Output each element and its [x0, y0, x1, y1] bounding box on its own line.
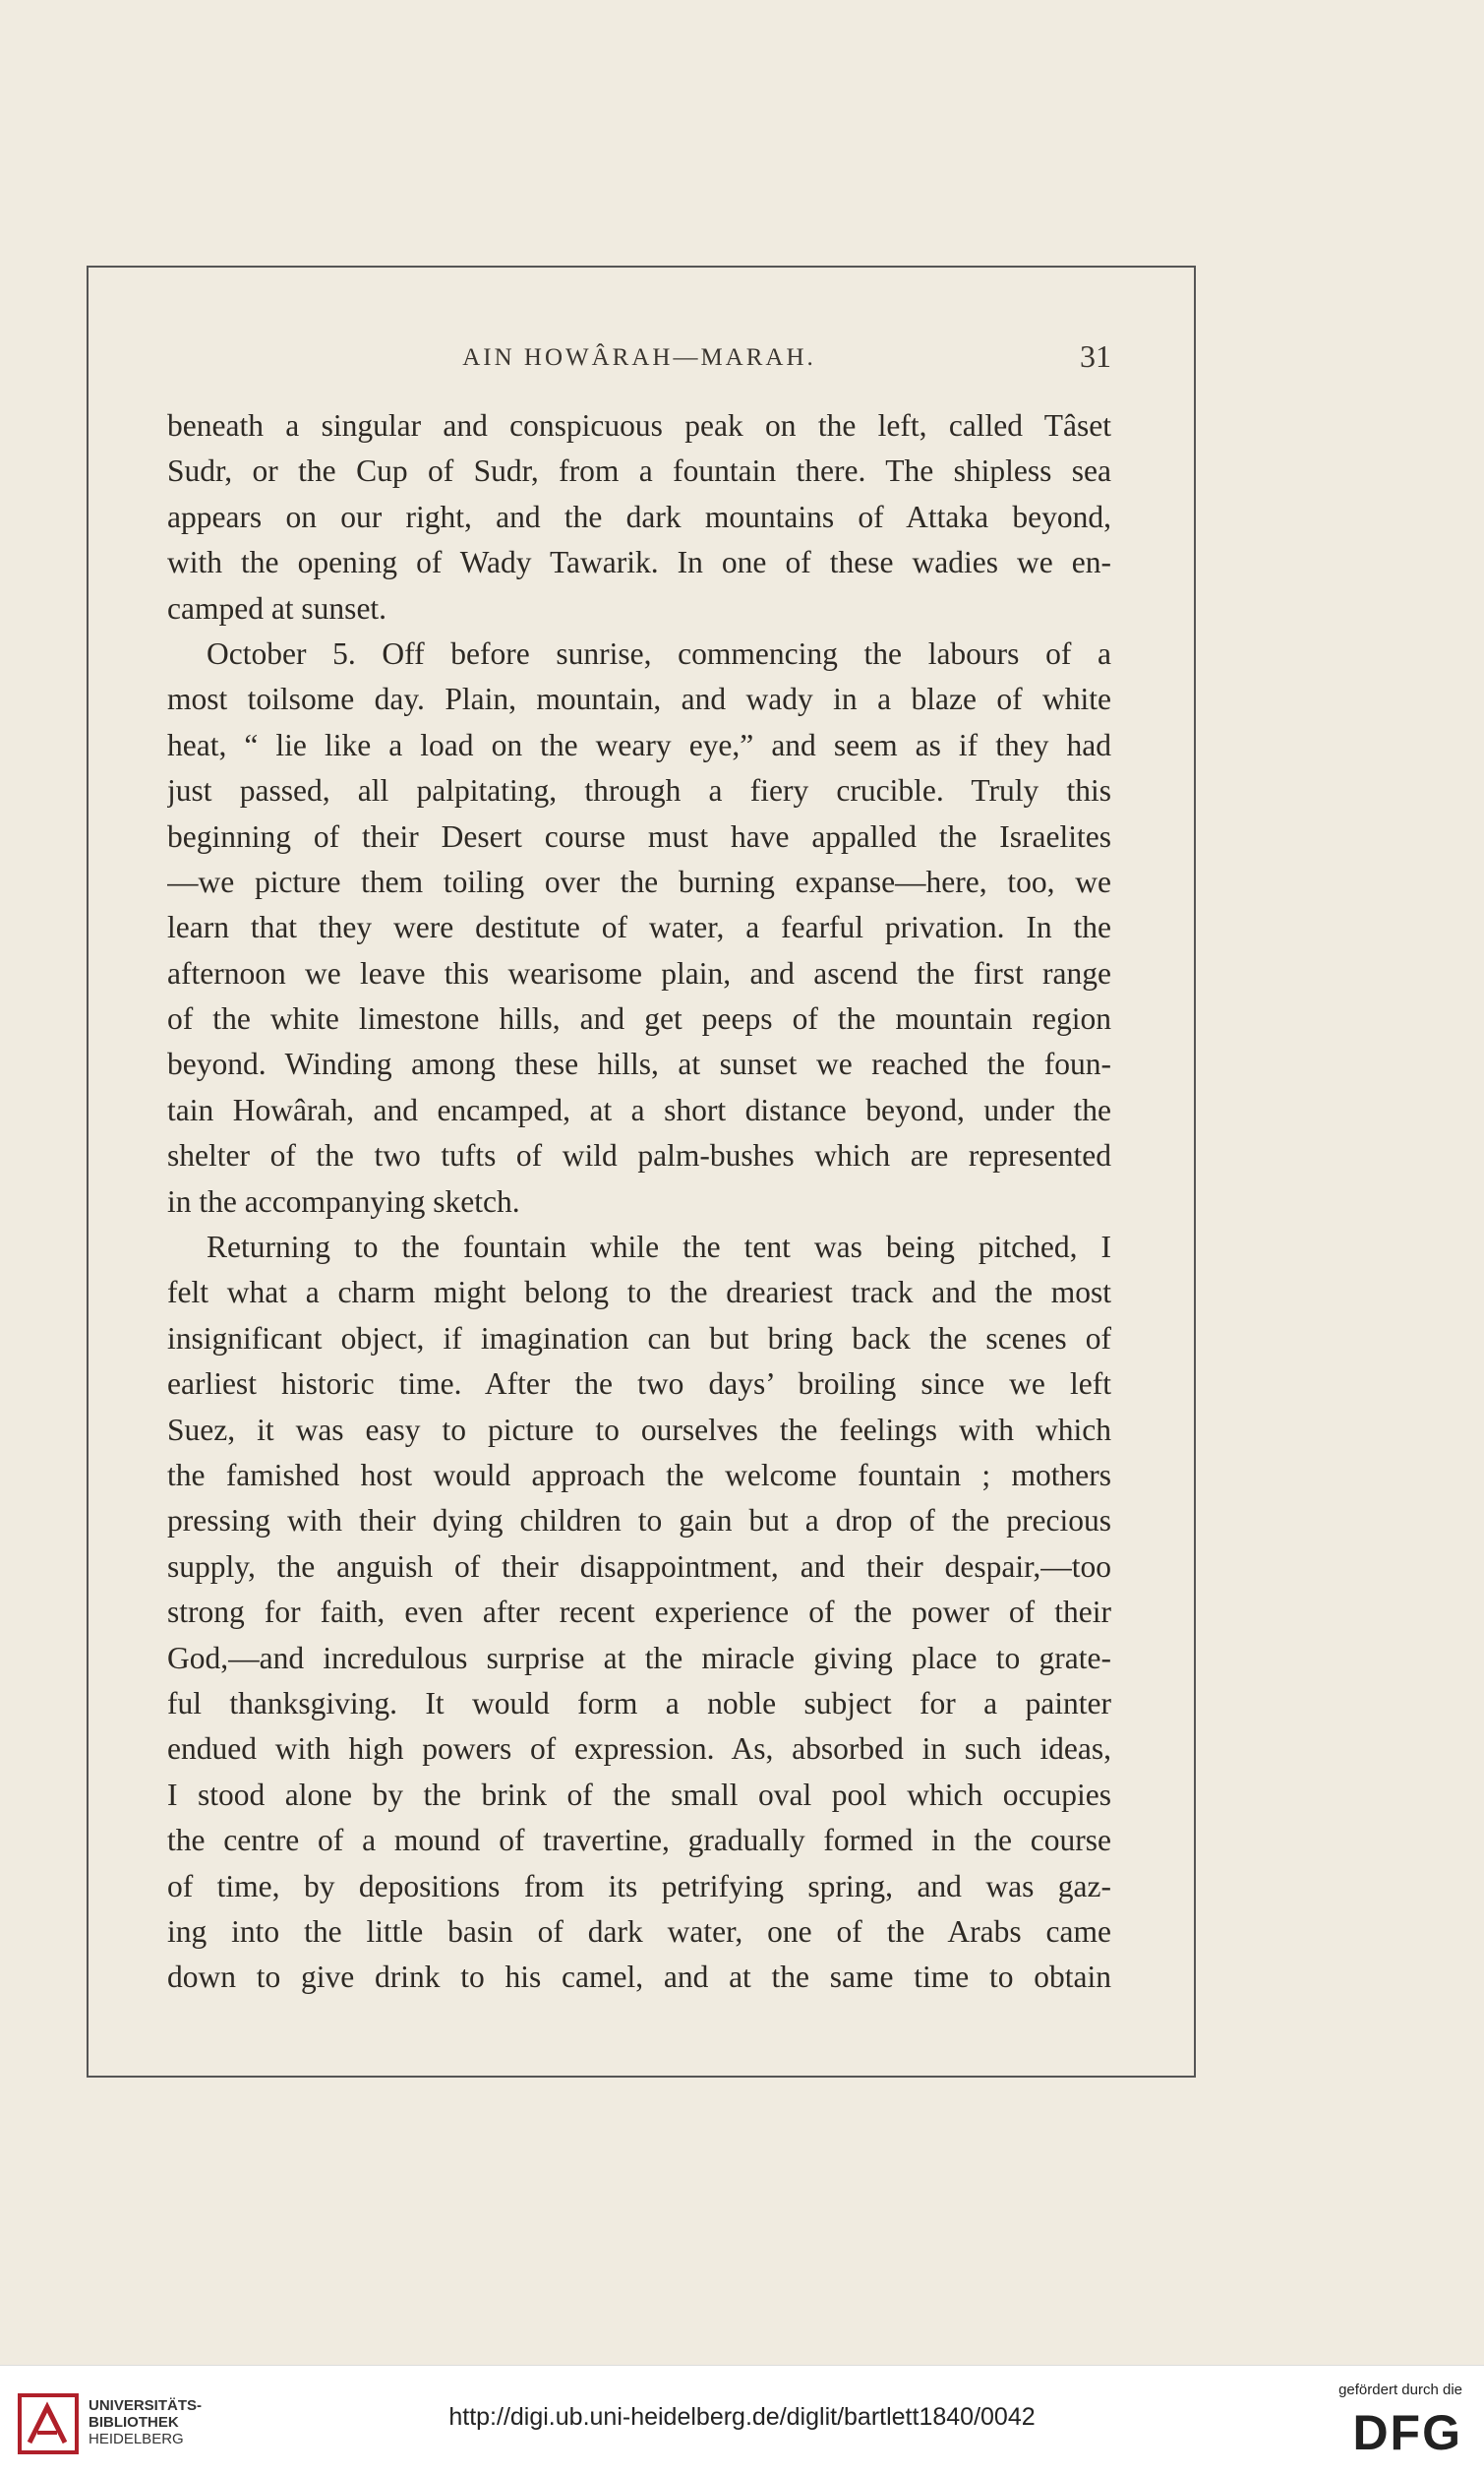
- institution-line-3: HEIDELBERG: [89, 2431, 184, 2447]
- text-line: beginning of their Desert course must have appalled the Israelites: [167, 818, 1111, 854]
- text-line: with the opening of Wady Tawarik. In one of these wadies we en-: [167, 545, 1111, 580]
- viewer-footer: [0, 2365, 1484, 2474]
- text-line: Sudr, or the Cup of Sudr, from a fountain there. The shipless sea: [167, 453, 1111, 489]
- permalink[interactable]: http://digi.ub.uni-heidelberg.de/diglit/bartlett1840/0042: [448, 2403, 1036, 2431]
- text-line: heat, “ lie like a load on the weary eye,” and seem as if they had: [167, 727, 1111, 762]
- text-line: down to give drink to his camel, and at the same time to obtain: [167, 1960, 1111, 1995]
- text-line: afternoon we leave this wearisome plain, and ascend the first range: [167, 955, 1111, 991]
- text-line: strong for faith, even after recent experience of the power of their: [167, 1595, 1111, 1630]
- text-line: felt what a charm might belong to the dreariest track and the most: [167, 1275, 1111, 1310]
- text-line: endued with high powers of expression. As, absorbed in such ideas,: [167, 1731, 1111, 1767]
- text-line: God,—and incredulous surprise at the miracle giving place to grate-: [167, 1640, 1111, 1675]
- dfg-logo: DFG: [1352, 2405, 1462, 2460]
- institution-line-2: BIBLIOTHEK: [89, 2414, 179, 2431]
- text-line: beneath a singular and conspicuous peak on the left, called Tâset: [167, 408, 1111, 443]
- text-line: of time, by depositions from its petrifying spring, and was gaz-: [167, 1868, 1111, 1903]
- text-line: earliest historic time. After the two days’ broiling since we left: [167, 1366, 1111, 1402]
- institution-line-1: UNIVERSITÄTS-: [89, 2397, 203, 2414]
- text-line: October 5. Off before sunrise, commencing the labours of a: [207, 635, 1111, 671]
- text-line: most toilsome day. Plain, mountain, and wady in a blaze of white: [167, 682, 1111, 717]
- text-line: shelter of the two tufts of wild palm-bushes which are represented: [167, 1138, 1111, 1174]
- text-line: Returning to the fountain while the tent was being pitched, I: [207, 1230, 1111, 1265]
- text-line: pressing with their dying children to gain but a drop of the precious: [167, 1503, 1111, 1539]
- funder-label: gefördert durch die: [1338, 2382, 1462, 2398]
- text-line: ing into the little basin of dark water, one of the Arabs came: [167, 1913, 1111, 1949]
- text-line: just passed, all palpitating, through a fiery crucible. Truly this: [167, 773, 1111, 809]
- text-line: the centre of a mound of travertine, gradually formed in the course: [167, 1823, 1111, 1858]
- text-line: Suez, it was easy to picture to ourselves the feelings with which: [167, 1412, 1111, 1447]
- text-line: learn that they were destitute of water, a fearful privation. In the: [167, 910, 1111, 945]
- text-line: in the accompanying sketch.: [167, 1183, 520, 1219]
- text-line: insignificant object, if imagination can but bring back the scenes of: [167, 1320, 1111, 1356]
- funder-credit: [1338, 2382, 1462, 2461]
- text-line: —we picture them toiling over the burning expanse—here, too, we: [167, 864, 1111, 899]
- text-line: supply, the anguish of their disappointment, and their despair,—too: [167, 1548, 1111, 1584]
- page-number: 31: [1080, 338, 1111, 374]
- text-line: appears on our right, and the dark mountains of Attaka beyond,: [167, 499, 1111, 534]
- text-line: I stood alone by the brink of the small oval pool which occupies: [167, 1777, 1111, 1812]
- body-text: [167, 403, 1111, 2001]
- text-line: beyond. Winding among these hills, at sunset we reached the foun-: [167, 1047, 1111, 1082]
- text-line: camped at sunset.: [167, 590, 387, 626]
- running-title: AIN HOWÂRAH—MARAH.: [462, 344, 816, 371]
- text-line: the famished host would approach the welcome fountain ; mothers: [167, 1457, 1111, 1492]
- text-line: tain Howârah, and encamped, at a short distance beyond, under the: [167, 1092, 1111, 1127]
- running-header: [167, 338, 1111, 392]
- text-line: of the white limestone hills, and get peeps of the mountain region: [167, 1001, 1111, 1037]
- text-line: ful thanksgiving. It would form a noble subject for a painter: [167, 1685, 1111, 1720]
